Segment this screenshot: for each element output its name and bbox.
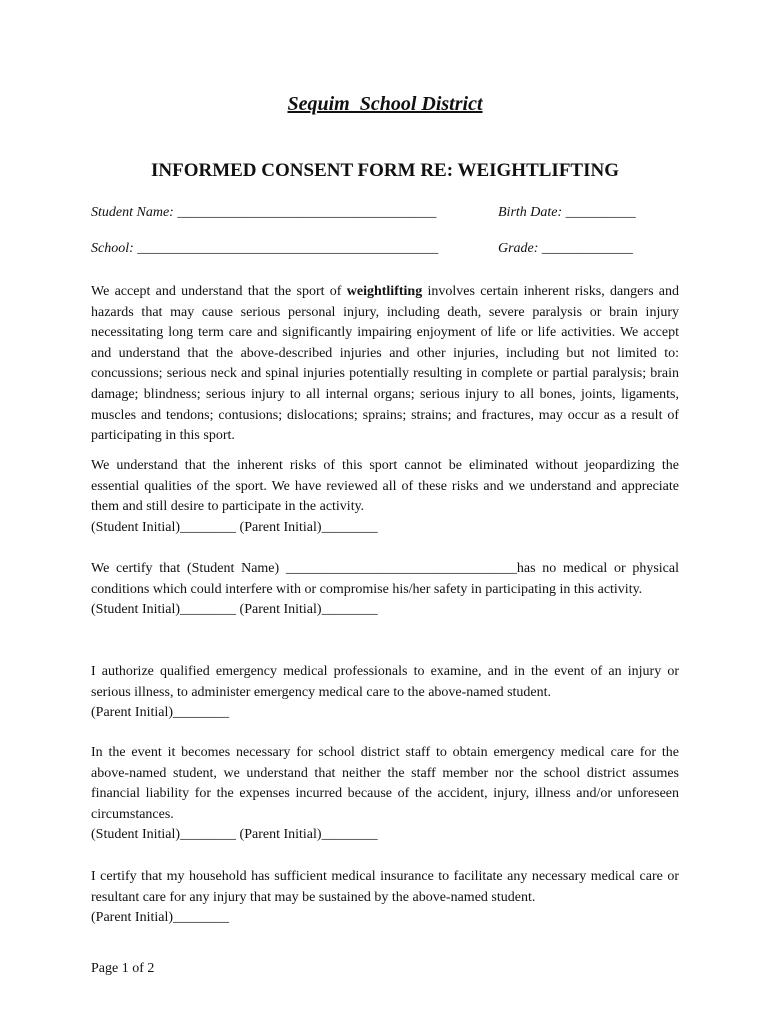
financial-liability-paragraph	[91, 743, 679, 846]
school-field[interactable]: School: ___________________________________________	[91, 241, 439, 256]
student-parent-initials[interactable]: (Student Initial)________ (Parent Initial)________	[91, 602, 378, 618]
page-number: Page 1 of 2	[91, 961, 155, 976]
inherent-risks-paragraph	[91, 456, 679, 538]
paragraph-text: We certify that (Student Name) _________________________________has no medical or physical conditions which could interfere with or compromise his/her safety in participating in this activity.	[91, 561, 679, 597]
parent-initials[interactable]: (Parent Initial)________	[91, 705, 230, 721]
medical-certification-paragraph	[91, 559, 679, 621]
paragraph-text: In the event it becomes necessary for school district staff to obtain emergency medical care for the above-named student, we understand that neither the staff member nor the school district assumes financial liability for the expenses incurred because of the accident, injury, illness and/or unforeseen circumstances.	[91, 745, 679, 822]
risk-acknowledgement-paragraph	[91, 282, 679, 447]
student-parent-initials[interactable]: (Student Initial)________ (Parent Initial)________	[91, 519, 378, 535]
birth-date-field[interactable]: Birth Date: __________	[498, 205, 636, 220]
emergency-authorization-paragraph	[91, 662, 679, 724]
form-title: INFORMED CONSENT FORM RE: WEIGHTLIFTING	[150, 160, 619, 181]
district-title: Sequim_School District	[287, 93, 483, 115]
paragraph-text: I certify that my household has sufficient medical insurance to facilitate any necessary medical care or resultant care for any injury that may be sustained by the above-named student.	[91, 869, 679, 905]
grade-field[interactable]: Grade: _____________	[498, 241, 633, 256]
student-name-field[interactable]: Student Name: _____________________________________	[91, 205, 437, 220]
sport-name: weightlifting	[346, 284, 423, 299]
paragraph-text: We understand that the inherent risks of this sport cannot be eliminated without jeopardizing the essential qualities of the sport. We have reviewed all of these risks and we understand and appreciate them and still desire to participate in the activity.	[91, 458, 679, 515]
insurance-certification-paragraph	[91, 867, 679, 929]
paragraph-text	[91, 282, 679, 447]
paragraph-text: I authorize qualified emergency medical professionals to examine, and in the event of an injury or serious illness, to administer emergency medical care to the above-named student.	[91, 664, 679, 700]
paragraph-text-end: involves certain inherent risks, dangers and hazards that may cause serious personal injury, including death, severe paralysis or brain injury necessitating long term care and significantly impairing enjoyment of life or life activities. We accept and understand that the above-described injuries and other injuries, including but not limited to: concussions; serious neck and spinal injuries potentially resulting in complete or partial paralysis; brain damage; blindness; serious injury to all internal organs; serious injury to all bones, joints, ligaments, muscles and tendons; contusions; dislocations; sprains; strains; and fractures, may occur as a result of participating in this sport.	[91, 284, 680, 444]
student-parent-initials[interactable]: (Student Initial)________ (Parent Initial)________	[91, 827, 378, 843]
paragraph-text-start: We accept and understand that the sport of	[91, 284, 347, 299]
parent-initials[interactable]: (Parent Initial)________	[91, 910, 230, 926]
